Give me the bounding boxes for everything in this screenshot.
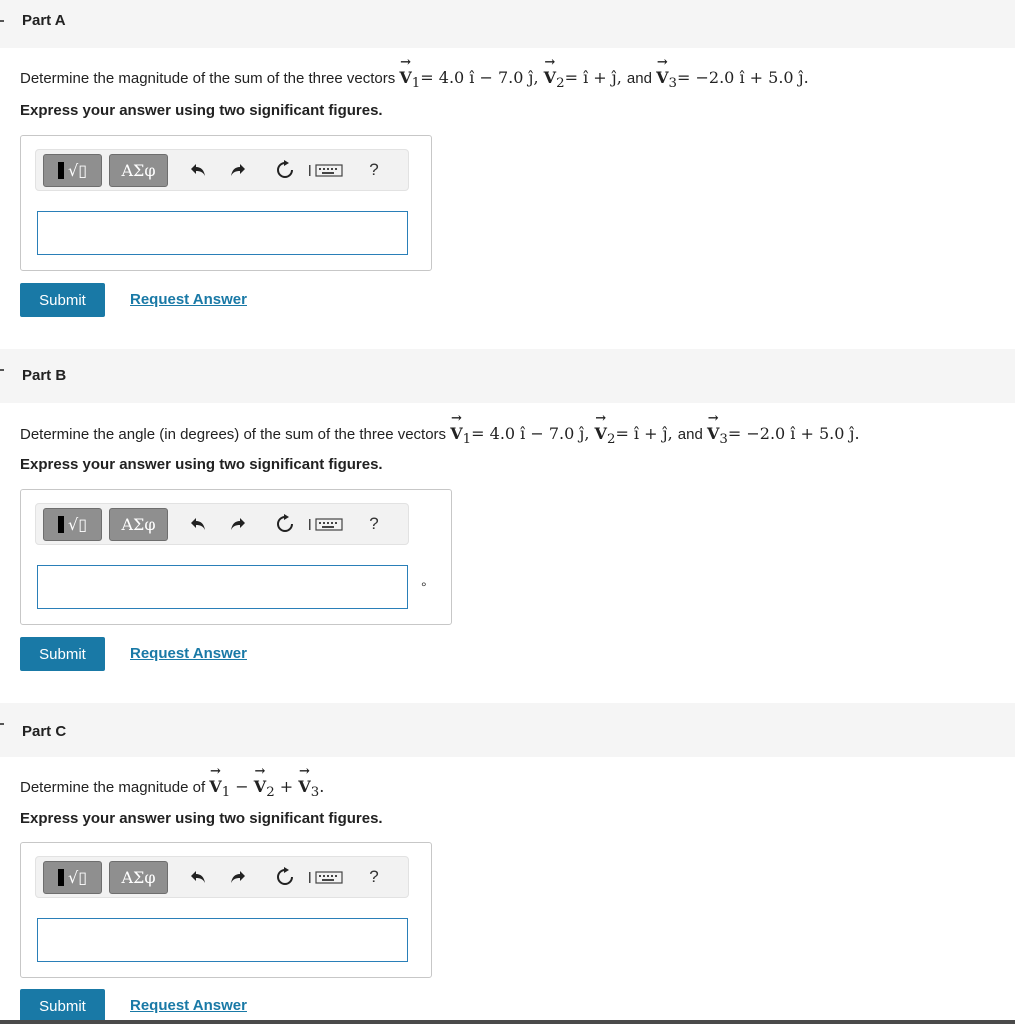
window-bottom-edge	[0, 1020, 1015, 1024]
v3-symbol: → V	[656, 68, 668, 87]
v2-subscript: 2	[606, 432, 616, 448]
part-c-submit-button[interactable]: Submit	[20, 989, 105, 1023]
keyboard-icon[interactable]	[308, 512, 344, 536]
cursor-block-icon	[58, 162, 64, 179]
part-a-instruction: Express your answer using two significant figures.	[20, 102, 383, 119]
v2-symbol: → V	[544, 68, 556, 87]
vector-v1	[399, 68, 543, 92]
and-word: and	[677, 426, 703, 443]
part-c-title: Part C	[22, 723, 67, 740]
v3-expression: = −2.0 î + 5.0 ĵ.	[727, 424, 860, 443]
minus-operator: −	[235, 777, 249, 796]
undo-icon[interactable]	[186, 512, 210, 536]
part-b-submit-button[interactable]: Submit	[20, 637, 105, 671]
templates-button[interactable]	[43, 508, 102, 541]
part-c-answer-box	[20, 842, 432, 978]
part-a-marker	[0, 20, 4, 22]
templates-button[interactable]	[43, 154, 102, 187]
v1-expression: = 4.0 î − 7.0 ĵ,	[471, 424, 590, 443]
v3-expression: = −2.0 î + 5.0 ĵ.	[677, 68, 809, 87]
part-c-prompt-text: Determine the magnitude of	[20, 779, 206, 796]
math-toolbar	[35, 149, 409, 191]
part-a-submit-button[interactable]: Submit	[20, 283, 105, 317]
part-c-instruction: Express your answer using two significant figures.	[20, 810, 383, 827]
reset-icon[interactable]	[273, 865, 297, 889]
symbols-button[interactable]: ΑΣφ	[109, 508, 168, 541]
v1-expression: = 4.0 î − 7.0 ĵ,	[420, 68, 539, 87]
redo-icon[interactable]	[226, 865, 250, 889]
v2-symbol: → V	[254, 777, 266, 796]
v2-subscript: 2	[266, 785, 275, 801]
templates-label: √▯	[68, 515, 87, 534]
v2-expression: = î + ĵ,	[615, 424, 673, 443]
part-c-request-answer-link[interactable]: Request Answer	[130, 997, 247, 1014]
part-b-request-answer-link[interactable]: Request Answer	[130, 645, 247, 662]
templates-label: √▯	[68, 161, 87, 180]
period: .	[319, 777, 325, 796]
v1-symbol: → V	[450, 424, 462, 443]
cursor-block-icon	[58, 869, 64, 886]
keyboard-icon[interactable]	[308, 865, 344, 889]
degree-unit: °	[421, 579, 427, 595]
part-b-instruction: Express your answer using two significant figures.	[20, 456, 383, 473]
vector-v3	[656, 68, 809, 92]
part-c-marker	[0, 723, 4, 725]
part-a-prompt	[20, 68, 809, 91]
part-b-marker	[0, 369, 4, 371]
part-a-header	[0, 0, 1015, 48]
math-toolbar	[35, 856, 409, 898]
v1-subscript: 1	[411, 76, 421, 92]
v2-expression: = î + ĵ,	[564, 68, 622, 87]
part-b-title: Part B	[22, 367, 67, 384]
v3-subscript: 3	[310, 785, 320, 801]
part-b-header	[0, 349, 1015, 403]
v1-symbol: → V	[399, 68, 411, 87]
templates-button[interactable]	[43, 861, 102, 894]
cursor-block-icon	[58, 516, 64, 533]
part-b-prompt	[20, 424, 860, 447]
part-c-answer-input[interactable]	[37, 918, 408, 962]
part-b-answer-box	[20, 489, 452, 625]
symbols-button[interactable]: ΑΣφ	[109, 861, 168, 894]
part-b-prompt-text: Determine the angle (in degrees) of the sum of the three vectors	[20, 426, 447, 443]
part-a-answer-box	[20, 135, 432, 271]
keyboard-icon[interactable]	[308, 158, 344, 182]
redo-icon[interactable]	[226, 512, 250, 536]
part-c-header	[0, 703, 1015, 757]
plus-operator: +	[279, 777, 294, 796]
symbols-button[interactable]: ΑΣφ	[109, 154, 168, 187]
part-b-answer-input[interactable]	[37, 565, 408, 609]
part-a-answer-input[interactable]	[37, 211, 408, 255]
help-button[interactable]: ?	[369, 514, 379, 533]
v3-subscript: 3	[668, 76, 678, 92]
vector-v3	[706, 424, 860, 448]
v3-subscript: 3	[719, 432, 728, 448]
v1-subscript: 1	[221, 785, 231, 801]
math-toolbar	[35, 503, 409, 545]
v1-subscript: 1	[462, 432, 472, 448]
v1-symbol: → V	[209, 777, 221, 796]
and-word: and	[626, 70, 652, 87]
v3-symbol: → V	[707, 424, 719, 443]
v3-symbol: → V	[298, 777, 310, 796]
part-a-prompt-text: Determine the magnitude of the sum of the three vectors	[20, 70, 396, 87]
vector-v2	[543, 68, 627, 92]
reset-icon[interactable]	[273, 158, 297, 182]
undo-icon[interactable]	[186, 865, 210, 889]
vector-expression	[209, 777, 325, 801]
undo-icon[interactable]	[186, 158, 210, 182]
vector-v1	[450, 424, 594, 448]
help-button[interactable]: ?	[369, 160, 379, 179]
redo-icon[interactable]	[226, 158, 250, 182]
part-a-request-answer-link[interactable]: Request Answer	[130, 291, 247, 308]
vector-v2	[594, 424, 678, 448]
part-c-prompt	[20, 777, 324, 800]
v2-symbol: → V	[595, 424, 607, 443]
part-a-title: Part A	[22, 12, 66, 29]
templates-label: √▯	[68, 868, 87, 887]
help-button[interactable]: ?	[369, 867, 379, 886]
v2-subscript: 2	[556, 76, 565, 92]
reset-icon[interactable]	[273, 512, 297, 536]
